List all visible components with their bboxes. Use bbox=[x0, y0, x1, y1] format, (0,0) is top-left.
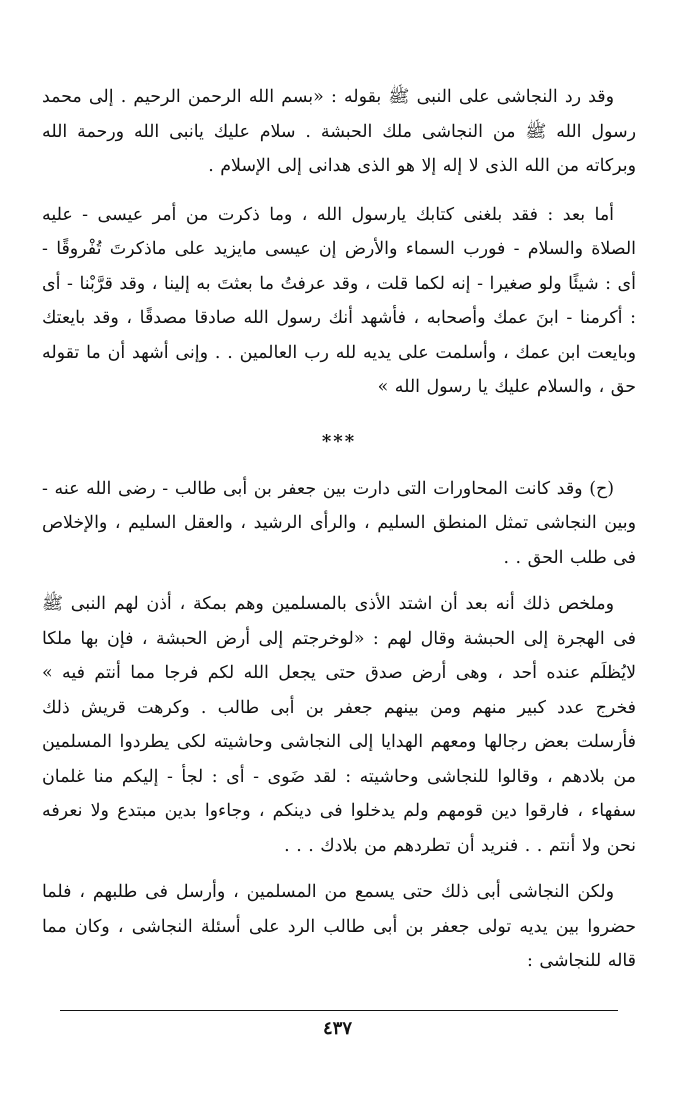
paragraph-summary: وملخص ذلك أنه بعد أن اشتد الأذى بالمسلمين وهم بمكة ، أذن لهم النبى ﷺ فى الهجرة إلى الحبشة وقال لهم : «لوخرجتم إلى أرض الحبشة ، فإن بها ملكا لايُظلَم عنده أحد ، وهى أرض صدق حتى يجعل الله لكم فرجا مما أنتم فيه » فخرج عدد كبير منهم ومن بينهم جعفر بن أبى طالب . وكرهت قريش ذلك فأرسلت بعض رجالها ومعهم الهدايا إلى النجاشى وحاشيته لكى يطردوا المسلمين من بلادهم ، وقالوا للنجاشى وحاشيته : لقد ضَوى - أى : لجأ - إليكم منا غلمان سفهاء ، فارقوا دين قومهم ولم يدخلوا فى دينكم ، وجاءوا بدين مبتدع ولا نعرفه نحن ولا أنتم . . فنريد أن تطردهم من بلادك . . . bbox=[42, 594, 636, 856]
section-separator: *** bbox=[321, 430, 357, 452]
paragraph-letter-body: أما بعد : فقد بلغنى كتابك يارسول الله ، وما ذكرت من أمر عيسى - عليه الصلاة والسلام - فورب السماء والأرض إن عيسى مايزيد على ماذكرتَ تُفْروقًا - أى : شيئًا ولو صغيرا - إنه لكما قلت ، وقد عرفتُ ما بعثتَ به إلينا ، وقد قرَّبْنا - أى : أكرمنا - ابنَ عمك وأصحابه ، فأشهد أنك رسول الله صادقا مصدقًا ، وقد بايعتك وبايعت ابن عمك ، وأسلمت على يديه لله رب العالمين . . وإنى أشهد أن ما تقوله حق ، والسلام عليك يا رسول الله » bbox=[42, 204, 636, 397]
paragraph-najashi-reply: وقد رد النجاشى على النبى ﷺ بقوله : «بسم الله الرحمن الرحيم . إلى محمد رسول الله ﷺ من النجاشى ملك الحبشة . سلام عليك يانبى الله ورحمة الله وبركاته من الله الذى لا إله إلا هو الذى هدانى إلى الإسلام . bbox=[42, 87, 636, 176]
paragraph-dialogues: (ح) وقد كانت المحاورات التى دارت بين جعفر بن أبى طالب - رضى الله عنه - وبين النجاشى تمثل المنطق السليم ، والرأى الرشيد ، والعقل السليم ، والإخلاص فى طلب الحق . . bbox=[42, 478, 636, 568]
footer-rule bbox=[60, 1010, 618, 1011]
page-number: ٤٣٧ bbox=[322, 1018, 352, 1039]
paragraph-najashi-refusal: ولكن النجاشى أبى ذلك حتى يسمع من المسلمين ، وأرسل فى طلبهم ، فلما حضروا بين يديه تولى جعفر بن أبى طالب الرد على أسئلة النجاشى ، وكان مما قاله للنجاشى : bbox=[42, 882, 636, 971]
page-body bbox=[42, 80, 636, 979]
